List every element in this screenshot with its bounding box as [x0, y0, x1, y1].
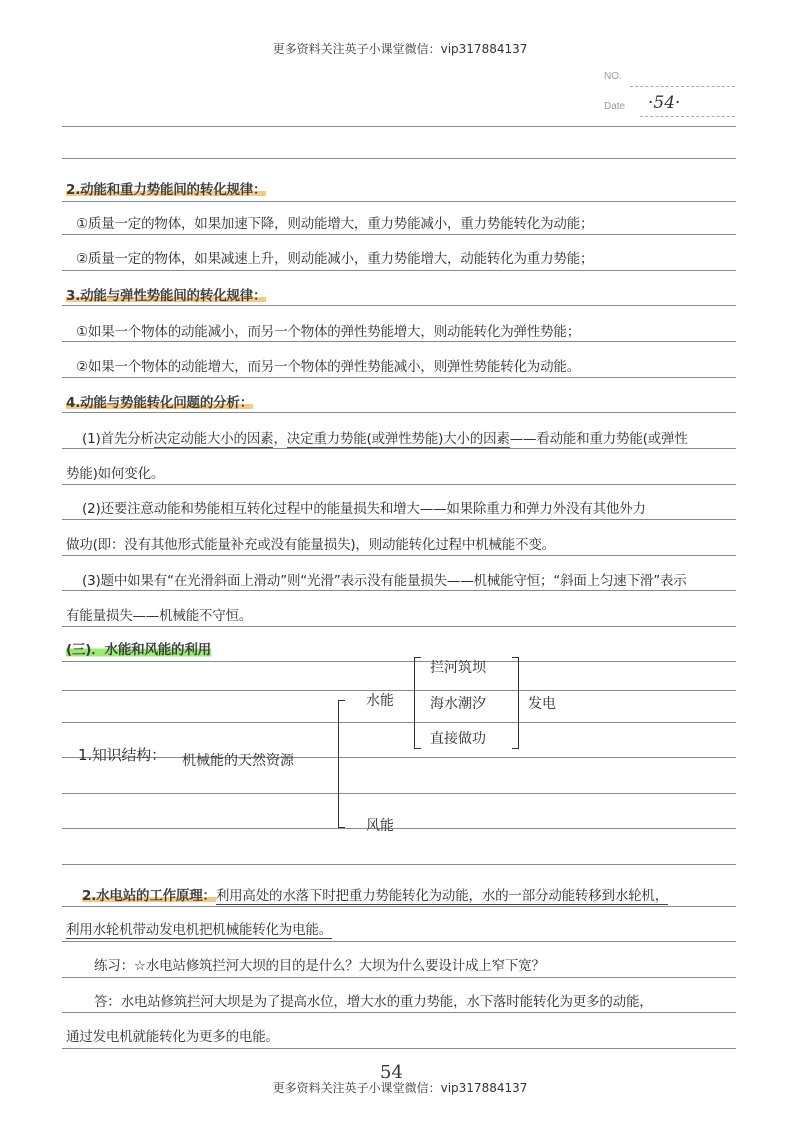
section4-p3-line1: (3)题中如果有“在光滑斜面上滑动”则“光滑”表示没有能量损失——机械能守恒；“斜面上匀速下滑”表示 — [82, 573, 687, 589]
structure-wind: 风能 — [366, 818, 394, 834]
brace-main — [338, 700, 345, 828]
no-line — [630, 86, 735, 87]
underline-kinetic-factors: 决定动能大小的因素 — [153, 431, 274, 447]
section4-p2-line2: 做功(即：没有其他形式能量补充或没有能量损失)，则动能转化过程中机械能不变。 — [66, 537, 555, 553]
underline-potential-factors: 决定重力势能(或弹性势能)大小的因素 — [286, 431, 510, 447]
section3-item-1: ①如果一个物体的动能减小，而另一个物体的弹性势能增大，则动能转化为弹性势能； — [76, 324, 581, 340]
date-value: ·54· — [648, 93, 681, 113]
section4-title: 4.动能与势能转化问题的分析： — [66, 395, 254, 411]
watermark-top: 更多资料关注英子小课堂微信：vip317884137 — [272, 42, 528, 56]
hydro-answer-line2: 通过发电机就能转化为更多的电能。 — [66, 1029, 279, 1045]
no-label: NO. — [604, 71, 622, 82]
structure-water: 水能 — [366, 693, 394, 709]
water-item-1: 拦河筑坝 — [430, 660, 486, 676]
hydro-question: 练习：☆水电站修筑拦河大坝的目的是什么？大坝为什么要设计成上窄下宽？ — [94, 958, 545, 974]
water-item-2: 海水潮汐 — [430, 696, 486, 712]
section3-item-2: ②如果一个物体的动能增大，而另一个物体的弹性势能减小，则弹性势能转化为动能。 — [76, 359, 581, 375]
water-item-3: 直接做功 — [430, 731, 486, 747]
hydro-line2: 利用水轮机带动发电机把机械能转化为电能。 — [66, 922, 332, 938]
date-line — [640, 116, 735, 117]
section2-item-2: ②质量一定的物体，如果减速上升，则动能减小，重力势能增大，动能转化为重力势能； — [76, 251, 594, 267]
page-number: 54 — [380, 1062, 403, 1083]
hydro-answer-line1: 答：水电站修筑拦河大坝是为了提高水位，增大水的重力势能，水下落时能转化为更多的动能， — [94, 994, 653, 1010]
hydro-title: 2.水电站的工作原理： — [82, 888, 216, 904]
section2-title: 2.动能和重力势能间的转化规律： — [66, 182, 267, 198]
section2-item-1: ①质量一定的物体，如果加速下降，则动能增大，重力势能减小，重力势能转化为动能； — [76, 216, 594, 232]
section3-title: 3.动能与弹性势能间的转化规律： — [66, 288, 267, 304]
water-wind-title: (三)．水能和风能的利用 — [66, 642, 211, 658]
section4-p1-line1: (1)首先分析决定动能大小的因素，决定重力势能(或弹性势能)大小的因素——看动能和重力势能(或弹性 — [82, 431, 688, 447]
hydro-line1: 2.水电站的工作原理：利用高处的水落下时把重力势能转化为动能，水的一部分动能转移到水轮机， — [82, 888, 669, 904]
section4-p3-line2: 有能量损失——机械能不守恒。 — [66, 608, 253, 624]
section4-p1-line2: 势能)如何变化。 — [66, 466, 165, 482]
structure-label: 1.知识结构： — [78, 746, 166, 764]
brace-water — [414, 657, 421, 749]
brace-water-result — [512, 657, 519, 749]
date-label: Date — [604, 101, 626, 112]
watermark-bottom: 更多资料关注英子小课堂微信：vip317884137 — [272, 1081, 528, 1095]
water-result: 发电 — [528, 696, 556, 712]
structure-root: 机械能的天然资源 — [182, 753, 294, 769]
section4-p2-line1: (2)还要注意动能和势能相互转化过程中的能量损失和增大——如果除重力和弹力外没有其他外力 — [82, 501, 646, 517]
